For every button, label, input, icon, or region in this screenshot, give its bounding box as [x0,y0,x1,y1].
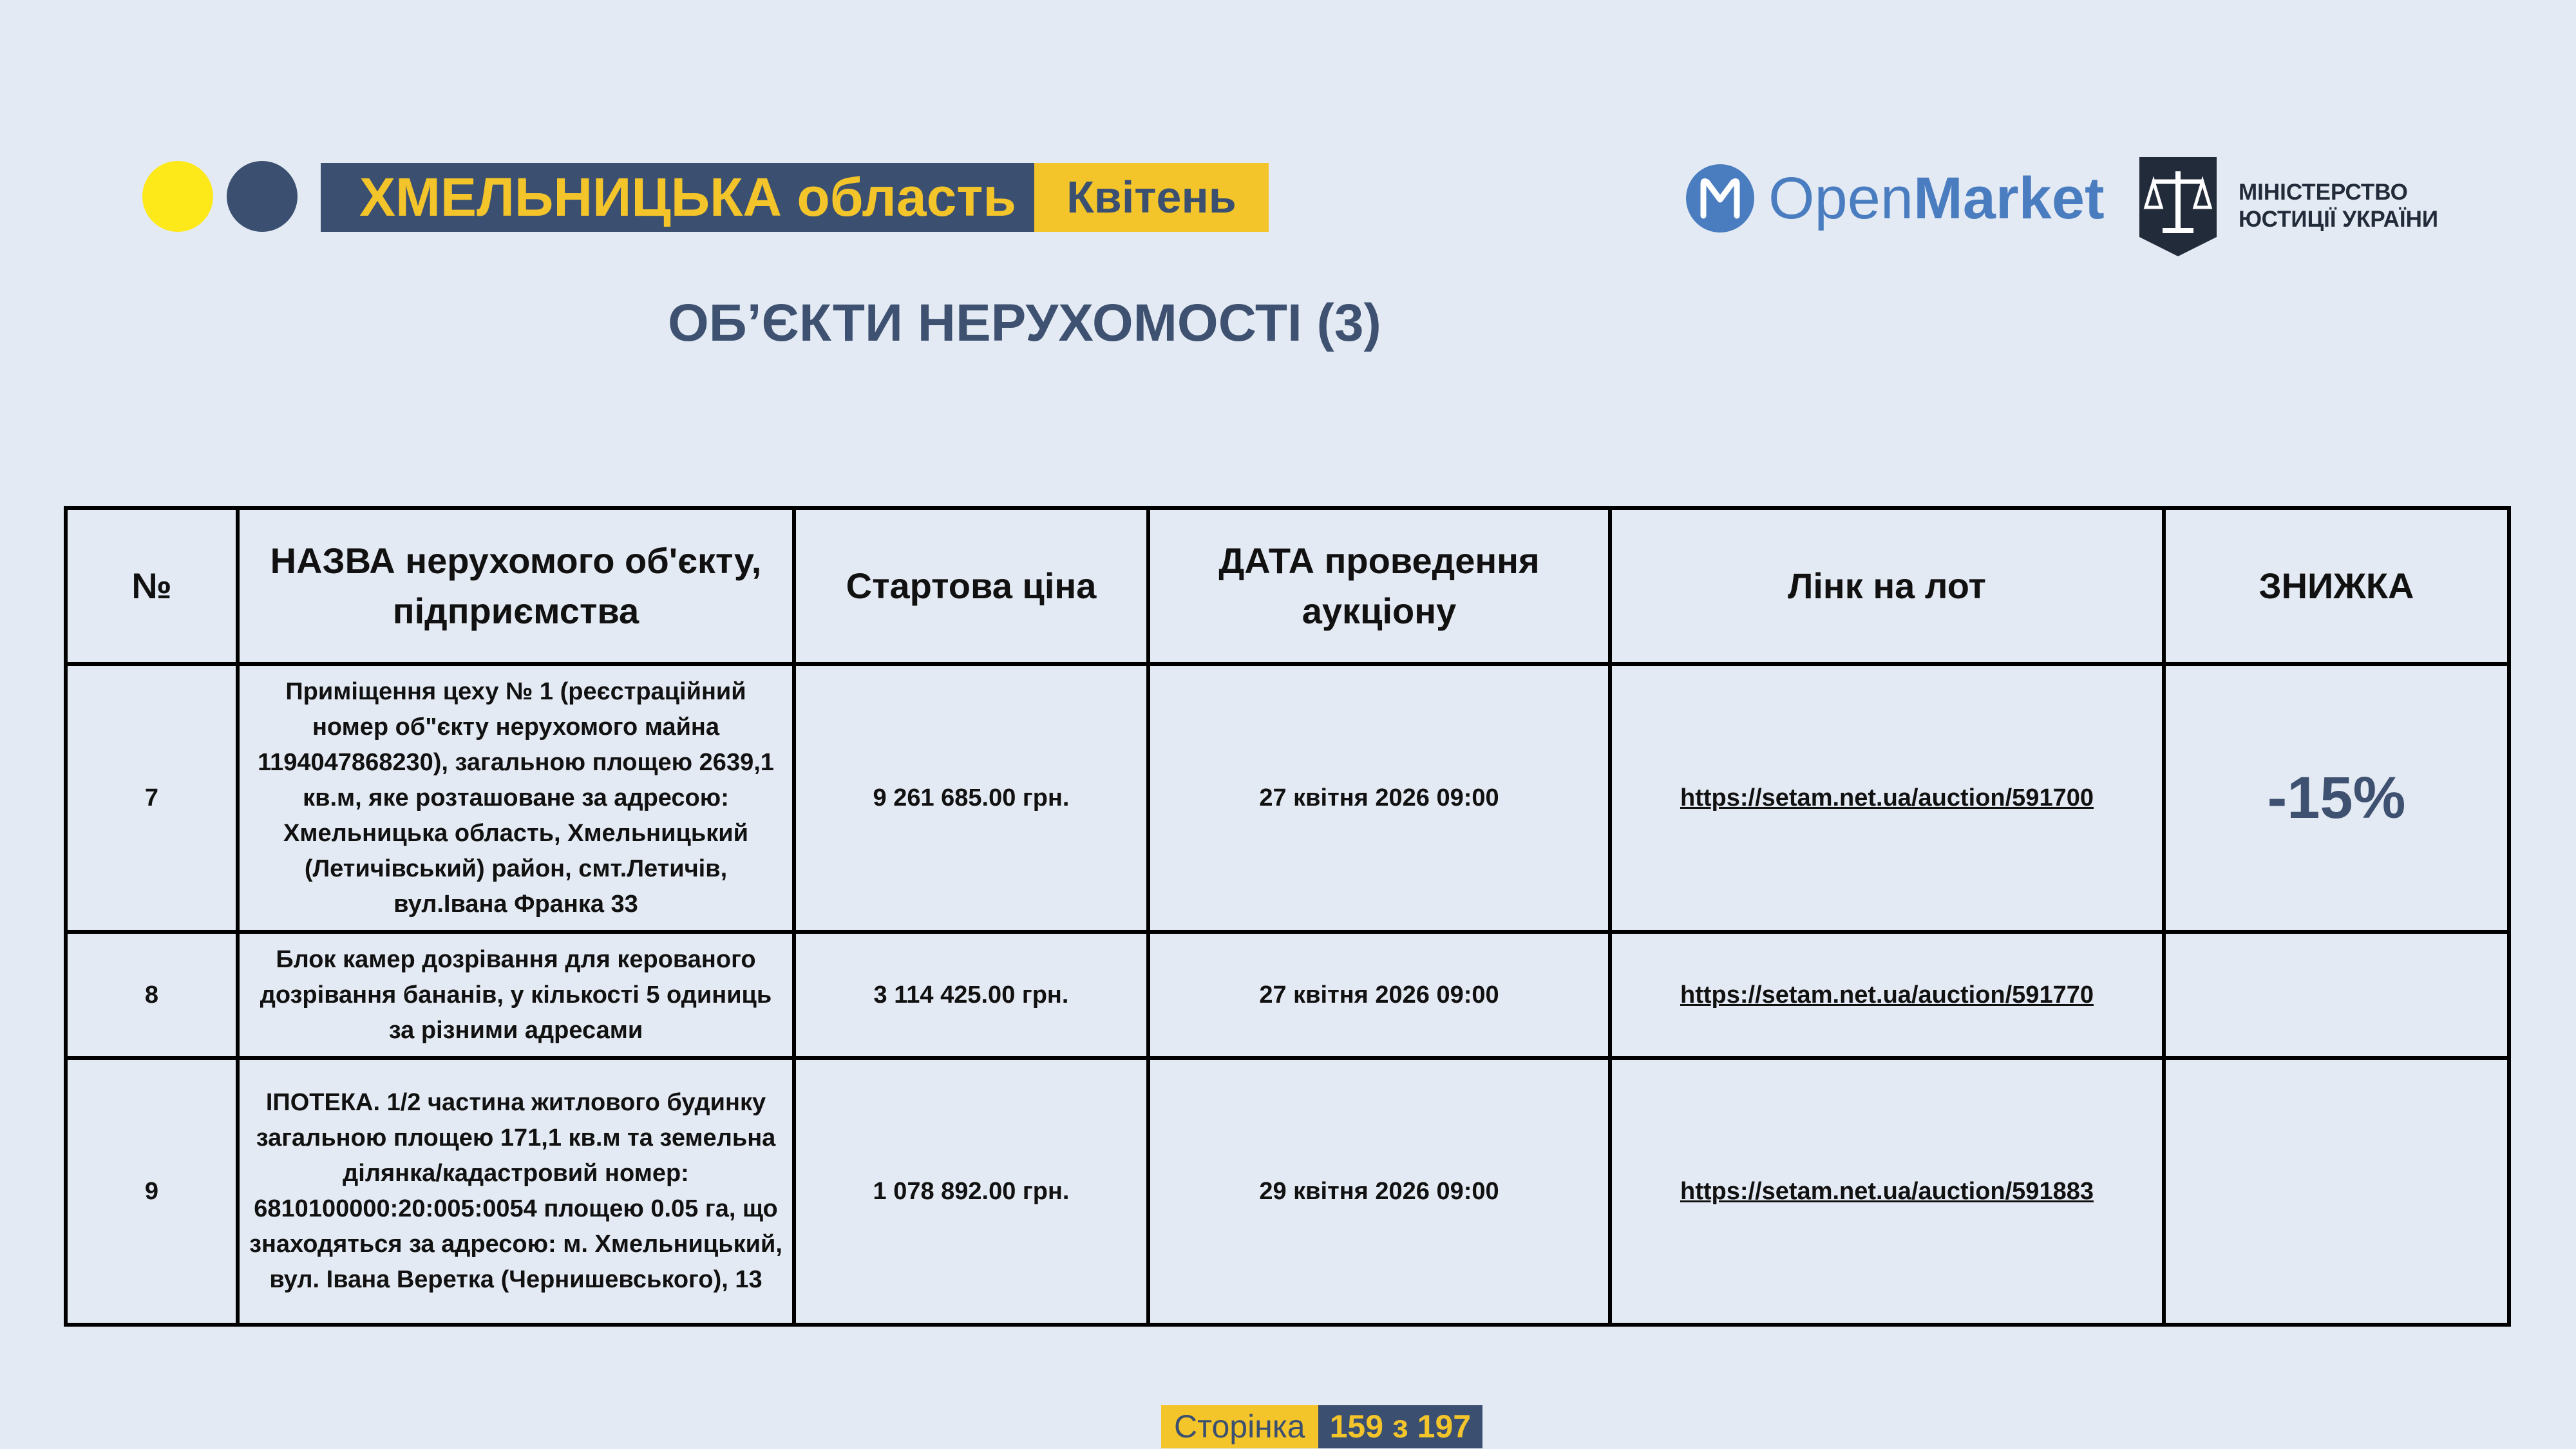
col-header-discount: ЗНИЖКА [2164,508,2509,664]
lot-price: 3 114 425.00 грн. [794,932,1148,1058]
lot-name: Блок камер дозрівання для керованого дозрівання бананів, у кількості 5 одиниць за різними адресами [238,932,794,1058]
table-header-row [66,508,2509,664]
navy-circle [227,161,298,232]
lot-discount: -15% [2164,664,2509,932]
ministry-line-2: ЮСТИЦІЇ УКРАЇНИ [2239,207,2439,232]
col-header-price: Стартова ціна [794,508,1148,664]
lot-number: 9 [66,1058,238,1325]
col-header-date: ДАТА проведення аукціону [1148,508,1610,664]
openmarket-wordmark [1768,165,2105,232]
openmarket-suffix: Market [1913,165,2105,231]
table-row [66,1058,2509,1325]
col-header-number: № [66,508,238,664]
month-label: Квітень [1034,163,1269,232]
lot-price: 1 078 892.00 грн. [794,1058,1148,1325]
lot-date: 29 квітня 2026 09:00 [1148,1058,1610,1325]
ministry-name [2239,179,2438,233]
page-indicator [1161,1405,1482,1448]
col-header-name: НАЗВА нерухомого об'єкту, підприємства [238,508,794,664]
lot-link[interactable]: https://setam.net.ua/auction/591883 [1610,1058,2164,1325]
lot-price: 9 261 685.00 грн. [794,664,1148,932]
lot-discount [2164,932,2509,1058]
lot-link[interactable]: https://setam.net.ua/auction/591700 [1610,664,2164,932]
lot-number: 7 [66,664,238,932]
page-label: Сторінка [1161,1405,1318,1448]
openmarket-logo [1686,164,2105,232]
auction-lots-table [64,506,2511,1327]
table-row [66,932,2509,1058]
page-number: 159 з 197 [1318,1405,1482,1448]
lot-number: 8 [66,932,238,1058]
table-row [66,664,2509,932]
lot-discount [2164,1058,2509,1325]
lot-link[interactable]: https://setam.net.ua/auction/591770 [1610,932,2164,1058]
ministry-line-1: МІНІСТЕРСТВО [2239,180,2408,205]
lot-name: Приміщення цеху № 1 (реєстраційний номер об"єкту нерухомого майна 1194047868230), загальною площею 2639,1 кв.м, яке розташоване за адресою: Хмельницька область, Хмельницький (Летичівський) район, смт.Летичів, вул.Івана Франка 33 [238,664,794,932]
openmarket-prefix: Open [1768,165,1914,231]
ministry-shield-icon [2137,155,2219,258]
lot-date: 27 квітня 2026 09:00 [1148,932,1610,1058]
lot-name: ІПОТЕКА. 1/2 частина житлового будинку загальною площею 171,1 кв.м та земельна ділянка/кадастровий номер: 6810100000:20:005:0054 площею 0.05 га, що знаходяться за адресою: м. Хмельницький, вул. Івана Веретка (Чернишевського), 13 [238,1058,794,1325]
openmarket-m-icon [1686,164,1754,232]
col-header-link: Лінк на лот [1610,508,2164,664]
region-banner [321,163,1269,232]
yellow-circle [142,161,213,232]
region-name: ХМЕЛЬНИЦЬКА область [321,163,1034,232]
ministry-logo [2137,155,2438,258]
page-title: ОБ’ЄКТИ НЕРУХОМОСТІ (3) [668,294,1381,352]
lot-date: 27 квітня 2026 09:00 [1148,664,1610,932]
